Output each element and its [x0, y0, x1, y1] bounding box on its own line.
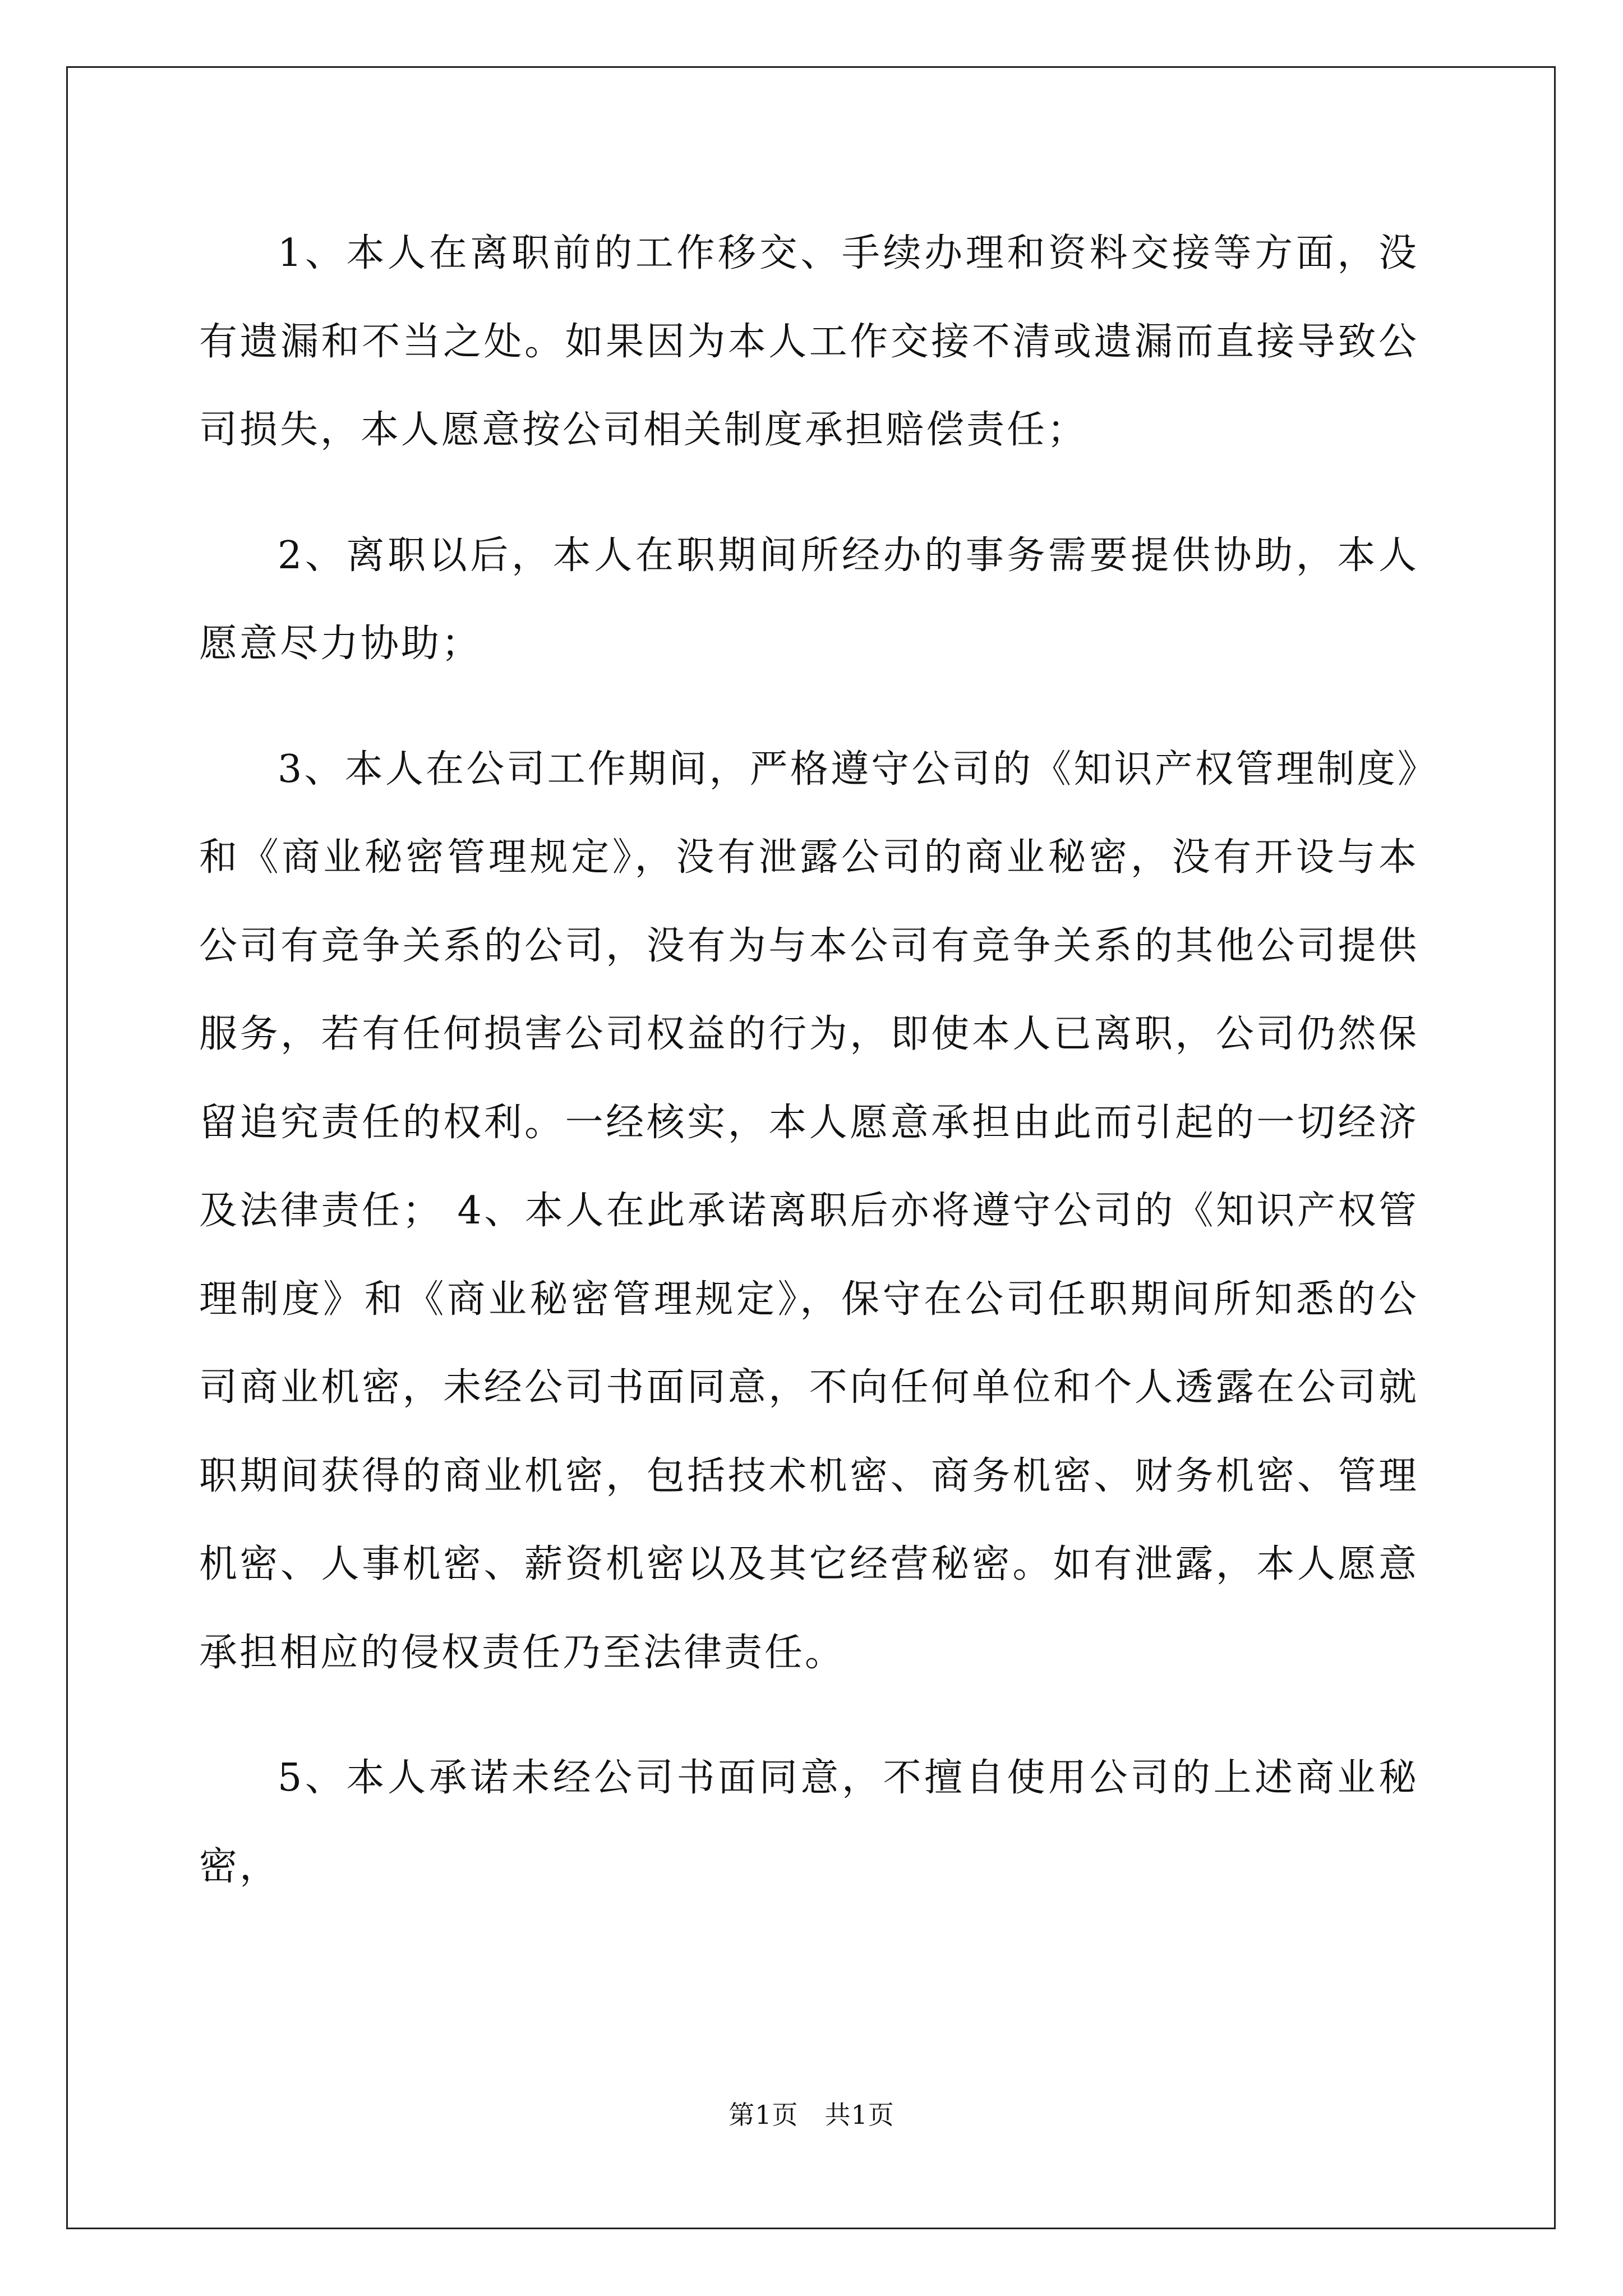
page-number: 第1页 — [728, 2100, 799, 2130]
page-total: 共1页 — [824, 2100, 895, 2130]
page-footer — [0, 2098, 1623, 2132]
paragraph-2: 2、离职以后，本人在职期间所经办的事务需要提供协助，本人愿意尽力协助； — [199, 533, 1419, 666]
paragraph-5: 5、本人承诺未经公司书面同意，不擅自使用公司的上述商业秘密， — [199, 1756, 1419, 1889]
paragraph-3: 3、本人在公司工作期间，严格遵守公司的《知识产权管理制度》和《商业秘密管理规定》，没有泄露公司的商业秘密，没有开设与本公司有竞争关系的公司，没有为与本公司有竞争关系的其他公司提供服务，若有任何损害公司权益的行为，即使本人已离职，公司仍然保留追究责任的权利。一经核实，本人愿意承担由此而引起的一切经济及法律责任； 4、本人在此承诺离职后亦将遵守公司的《知识产权管理制度》和《商业秘密管理规定》，保守在公司任职期间所知悉的公司商业机密，未经公司书面同意，不向任何单位和个人透露在公司就职期间获得的商业机密，包括技术机密、商务机密、财务机密、管理机密、人事机密、薪资机密以及其它经营秘密。如有泄露，本人愿意承担相应的侵权责任乃至法律责任。 — [199, 747, 1419, 1675]
paragraph-1: 1、本人在离职前的工作移交、手续办理和资料交接等方面，没有遗漏和不当之处。如果因为本人工作交接不清或遗漏而直接导致公司损失，本人愿意按公司相关制度承担赔偿责任； — [199, 231, 1419, 452]
document-body — [199, 209, 1419, 1948]
